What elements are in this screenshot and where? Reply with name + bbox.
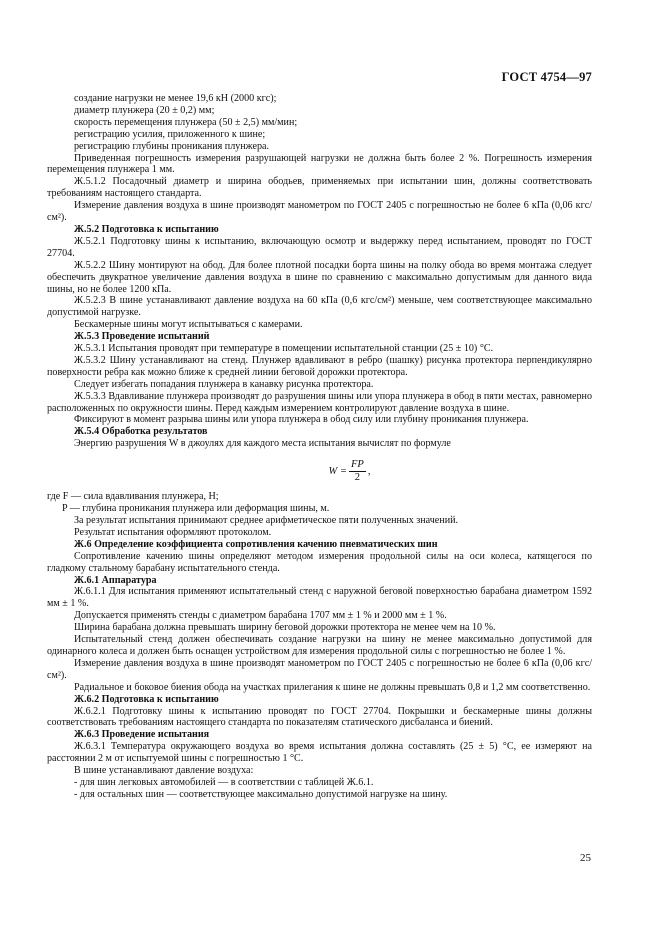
paragraph: Следует избегать попадания плунжера в канавку рисунка протектора. — [74, 378, 374, 390]
paragraph: В шине устанавливают давление воздуха: — [74, 765, 254, 777]
list-item: диаметр плунжера (20 ± 0,2) мм; — [74, 104, 215, 116]
dash-list-item: - для шин легковых автомобилей — в соответствии с таблицей Ж.6.1. — [74, 776, 374, 788]
paragraph: Ж.5.2.3 В шине устанавливают давление воздуха на 60 кПа (0,6 кгс/см²) меньше, чем соответствующее максимально допустимой нагрузке. — [47, 295, 592, 319]
paragraph: Ж.5.3.2 Шину устанавливают на стенд. Плунжер вдавливают в ребро (шашку) рисунка протектора перпендикулярно поверхности ребра как можно ближе к средней линии беговой дорожки протектора. — [47, 354, 592, 378]
section-heading: Ж.6.2 Подготовка к испытанию — [74, 693, 219, 705]
formula — [47, 459, 592, 484]
paragraph: Ж.6.2.1 Подготовку шины к испытанию проводят по ГОСТ 27704. Покрышки и бескамерные шины должны соответствовать требованиям настоящего стандарта по показателям статического дисбаланса и биений. — [47, 705, 592, 729]
paragraph: Фиксируют в момент разрыва шины или упора плунжера в обод силу или глубину проникания плунжера. — [74, 414, 529, 426]
paragraph: Ж.5.3.1 Испытания проводят при температуре в помещении испытательной станции (25 ± 10) °С. — [74, 343, 494, 355]
paragraph: Ж.6.1.1 Для испытания применяют испытательный стенд с наружной беговой поверхностью барабана диаметром 1592 мм ± 1 %. — [47, 586, 592, 610]
formula-legend: P — глубина проникания плунжера или деформация шины, м. — [62, 503, 330, 515]
page-number: 25 — [580, 852, 591, 864]
paragraph: Сопротивление качению шины определяют методом измерения продольной силы на оси колеса, катящегося по гладкому стальному барабану испытательного стенда. — [47, 550, 592, 574]
paragraph: Ж.5.2.1 Подготовку шины к испытанию, включающую осмотр и выдержку перед испытанием, проводят по ГОСТ 27704. — [47, 235, 592, 259]
paragraph: Ж.5.1.2 Посадочный диаметр и ширина ободьев, применяемых при испытании шин, должны соответствовать требованиям настоящего стандарта. — [47, 176, 592, 200]
paragraph: Измерение давления воздуха в шине производят манометром по ГОСТ 2405 с погрешностью не более 6 кПа (0,06 кгс/см²). — [47, 657, 592, 681]
paragraph: Бескамерные шины могут испытываться с камерами. — [74, 319, 303, 331]
list-item: создание нагрузки не менее 19,6 кН (2000 кгс); — [74, 93, 277, 104]
section-heading: Ж.6.3 Проведение испытания — [74, 729, 210, 741]
paragraph: Испытательный стенд должен обеспечивать создание нагрузки на шину не менее максимально допустимой для одинарного колеса и должен быть оснащен устройством для измерения продольной силы с погрешностью не более 1 %. — [47, 634, 592, 657]
paragraph: Энергию разрушения W в джоулях для каждого места испытания вычислят по формуле — [74, 438, 451, 450]
formula-fraction — [349, 459, 366, 484]
formula-lhs: W = — [328, 466, 347, 478]
paragraph: Ж.5.3.3 Вдавливание плунжера производят до разрушения шины или упора плунжера в обод в пяти местах, равномерно расположенных по окружности шины. Перед каждым измерением контролируют давление воздуха в шине. — [47, 390, 592, 414]
section-heading: Ж.5.4 Обработка результатов — [74, 426, 208, 438]
formula-tail: , — [367, 466, 371, 478]
paragraph: Ж.6.3.1 Температура окружающего воздуха во время испытания должна составлять (25 ± 5) °С, ее измеряют на расстоянии 2 м от испытуемой шины с погрешностью 1 °С. — [47, 741, 592, 765]
section-heading: Ж.5.2 Подготовка к испытанию — [74, 223, 219, 235]
paragraph: Результат испытания оформляют протоколом. — [74, 526, 272, 538]
section-heading: Ж.5.3 Проведение испытаний — [74, 331, 210, 343]
paragraph: Радиальное и боковое биения обода на участках прилегания к шине не должны превышать 0,8 и 1,2 мм соответственно. — [74, 681, 591, 693]
list-item: регистрацию усилия, приложенного к шине; — [74, 128, 266, 140]
page-header: ГОСТ 4754—97 — [501, 70, 592, 84]
paragraph: Допускается применять стенды с диаметром барабана 1707 мм ± 1 % и 2000 мм ± 1 %. — [74, 610, 447, 622]
section-heading: Ж.6.1 Аппаратура — [74, 574, 157, 586]
paragraph: Ширина барабана должна превышать ширину беговой дорожки протектора не менее чем на 10 %. — [74, 622, 496, 634]
dash-list-item: - для остальных шин — соответствующее максимально допустимой нагрузке на шину. — [74, 788, 448, 800]
paragraph: Измерение давления воздуха в шине производят манометром по ГОСТ 2405 с погрешностью не более 6 кПа (0,06 кгс/см²). — [47, 200, 592, 224]
formula-denominator: 2 — [354, 472, 361, 484]
paragraph: За результат испытания принимают среднее арифметическое пяти полученных значений. — [74, 515, 459, 526]
list-item: регистрацию глубины проникания плунжера. — [74, 140, 270, 152]
paragraph: Ж.5.2.2 Шину монтируют на обод. Для более плотной посадки борта шины на полку обода во время монтажа следует обеспечить двукратное увеличение давления воздуха в шине по сравнению с максимально допустимым для данного вида шины, но не более 1200 кПа. — [47, 259, 592, 295]
list-item: скорость перемещения плунжера (50 ± 2,5) мм/мин; — [74, 116, 298, 128]
formula-legend: где F — сила вдавливания плунжера, Н; — [47, 491, 219, 503]
paragraph: Приведенная погрешность измерения разрушающей нагрузки не должна быть более 2 %. Погрешность измерения перемещения плунжера 1 мм. — [47, 152, 592, 176]
section-heading: Ж.6 Определение коэффициента сопротивления качению пневматических шин — [74, 538, 438, 550]
formula-numerator: FP — [351, 459, 364, 471]
document-body — [47, 93, 592, 801]
